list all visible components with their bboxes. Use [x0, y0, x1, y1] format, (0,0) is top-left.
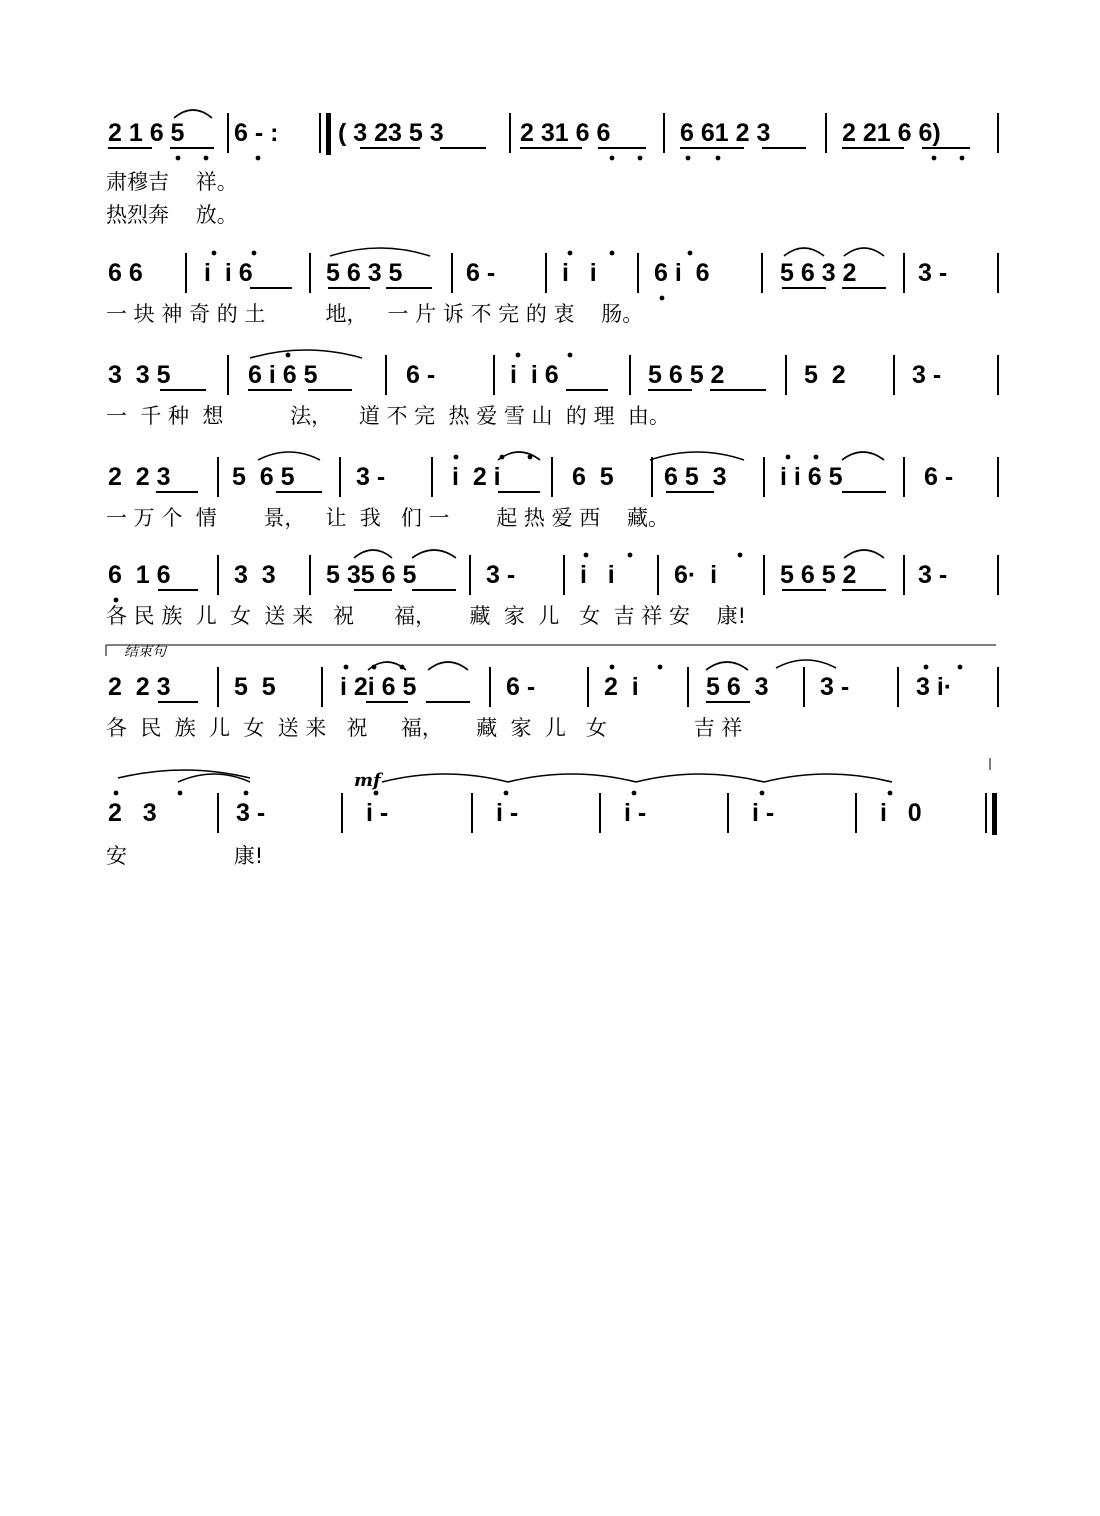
slur	[118, 770, 250, 778]
notation-measure: 3 -	[820, 673, 850, 701]
octave-dot	[658, 665, 663, 670]
notation-measure: 5 6 5 2	[648, 361, 725, 389]
notation-measure: 3 -	[356, 463, 386, 491]
octave-dot	[500, 455, 505, 460]
slur	[784, 248, 824, 256]
octave-dot	[638, 156, 643, 161]
notation-measure: 3 -	[918, 561, 948, 589]
notation-measure: i 0	[880, 799, 922, 827]
notation-measure: i 2i 6 5	[340, 673, 417, 701]
slur	[764, 774, 892, 782]
slur	[844, 248, 884, 256]
octave-dot	[888, 791, 893, 796]
notation-measure: i i 6 5	[780, 463, 843, 491]
octave-dot	[244, 791, 249, 796]
octave-dot	[958, 665, 963, 670]
notation-measure: i i 6	[510, 361, 559, 389]
octave-dot	[256, 156, 261, 161]
octave-dot	[688, 251, 693, 256]
notation-measure: 6 - :	[234, 119, 279, 147]
lyric-line: 各 民 族 儿 女 送 来 祝 福， 藏 家 儿 女 吉 祥 安 康!	[106, 604, 747, 628]
notation-measure: 6 -	[406, 361, 436, 389]
notation-measure: 2 2 3	[108, 463, 171, 491]
slur	[842, 452, 884, 460]
notation-measure: i i	[562, 259, 597, 287]
slur	[412, 550, 456, 558]
octave-dot	[610, 665, 615, 670]
notation-measure: 3 3	[234, 561, 276, 589]
notation-measure: 6 -	[506, 673, 536, 701]
octave-dot	[454, 455, 459, 460]
notation-measure: 5 6 5 2	[780, 561, 857, 589]
octave-dot	[344, 665, 349, 670]
octave-dot	[176, 156, 181, 161]
octave-dot	[632, 791, 637, 796]
notation-measure: 3 -	[912, 361, 942, 389]
octave-dot	[252, 251, 257, 256]
octave-dot	[372, 665, 377, 670]
notation-measure: 6 -	[466, 259, 496, 287]
octave-dot	[628, 553, 633, 558]
notation-measure: 2 31 6 6	[520, 119, 611, 147]
octave-dot	[924, 665, 929, 670]
repeat-barline	[326, 113, 331, 155]
slur	[776, 660, 836, 668]
notation-measure: 3 3 5	[108, 361, 171, 389]
notation-measure: 6 5	[572, 463, 614, 491]
dynamic-marking: mf	[354, 770, 381, 791]
octave-dot	[178, 791, 183, 796]
octave-dot	[660, 296, 665, 301]
notation-measure: i -	[624, 799, 647, 827]
octave-dot	[568, 353, 573, 358]
notation-measure: 6 61 2 3	[680, 119, 771, 147]
notation-measure: 3 -	[486, 561, 516, 589]
notation-measure: 6 5 3	[664, 463, 727, 491]
notation-measure: 5 6 3	[706, 673, 769, 701]
notation-measure: 5 6 3 2	[780, 259, 857, 287]
octave-dot	[814, 455, 819, 460]
notation-measure: 6 1 6	[108, 561, 171, 589]
slur	[706, 662, 748, 670]
octave-dot	[212, 251, 217, 256]
notation-measure: i 2 i	[452, 463, 501, 491]
notation-measure: 6 i 6 5	[248, 361, 318, 389]
notation-measure: 6 i 6	[654, 259, 710, 287]
octave-dot	[738, 553, 743, 558]
notation-measure: i -	[752, 799, 775, 827]
lyric-line: 一 千 种 想 法， 道 不 完 热 爱 雪 山 的 理 由。	[106, 404, 670, 428]
slur	[354, 550, 392, 558]
lyric-line: 安 康!	[106, 844, 264, 868]
lyric-line: 热烈奔 放。	[106, 203, 238, 227]
octave-dot	[504, 791, 509, 796]
notation-measure: 2 21 6 6)	[842, 119, 941, 147]
notation-measure: 6· i	[674, 561, 718, 589]
slur	[258, 452, 320, 460]
notation-measure: i -	[366, 799, 389, 827]
lyric-line: 一 块 神 奇 的 土 地， 一 片 诉 不 完 的 衷 肠。	[106, 302, 644, 326]
slur	[382, 774, 508, 782]
notation-measure: i -	[496, 799, 519, 827]
octave-dot	[286, 353, 291, 358]
octave-dot	[960, 156, 965, 161]
notation-measure: 5 35 6 5	[326, 561, 417, 589]
notation-measure: 6 6	[108, 259, 143, 287]
notation-measure: 5 6 5	[232, 463, 295, 491]
octave-dot	[760, 791, 765, 796]
octave-dot	[786, 455, 791, 460]
octave-dot	[374, 791, 379, 796]
octave-dot	[686, 156, 691, 161]
slur	[330, 248, 430, 256]
octave-dot	[400, 665, 405, 670]
notation-measure: ( 3 23 5 3	[338, 119, 444, 147]
slur	[428, 662, 468, 670]
octave-dot	[516, 353, 521, 358]
octave-dot	[932, 156, 937, 161]
lyric-line: 一 万 个 情 景， 让 我 们 一 起 热 爱 西 藏。	[106, 506, 669, 530]
slur	[650, 452, 744, 460]
slur	[844, 550, 884, 558]
notation-measure: 2 3	[108, 799, 157, 827]
notation-measure: 2 1 6 5	[108, 119, 185, 147]
notation-measure: 3 -	[236, 799, 266, 827]
slur	[636, 774, 764, 782]
ending-section-label: 结束句	[124, 644, 166, 660]
lyric-line: 肃穆吉 祥。	[106, 170, 238, 194]
octave-dot	[610, 251, 615, 256]
lyric-line: 各 民 族 儿 女 送 来 祝 福， 藏 家 儿 女 吉 祥	[106, 716, 743, 740]
notation-measure: 3 i·	[916, 673, 953, 701]
notation-measure: i i	[580, 561, 615, 589]
octave-dot	[716, 156, 721, 161]
octave-dot	[584, 553, 589, 558]
slur	[508, 774, 636, 782]
slur	[250, 350, 362, 358]
octave-dot	[204, 156, 209, 161]
notation-measure: 2 2 3	[108, 673, 171, 701]
notation-measure: 3 -	[918, 259, 948, 287]
octave-dot	[528, 455, 533, 460]
octave-dot	[610, 156, 615, 161]
slur	[498, 452, 540, 460]
slur	[174, 110, 212, 118]
octave-dot	[568, 251, 573, 256]
notation-measure: 5 5	[234, 673, 276, 701]
notation-measure: 6 -	[924, 463, 954, 491]
octave-dot	[114, 791, 119, 796]
final-barline	[992, 793, 997, 835]
notation-measure: 5 2	[804, 361, 846, 389]
notation-measure: 2 i	[604, 673, 639, 701]
notation-measure: 5 6 3 5	[326, 259, 403, 287]
notation-measure: i i 6	[204, 259, 253, 287]
